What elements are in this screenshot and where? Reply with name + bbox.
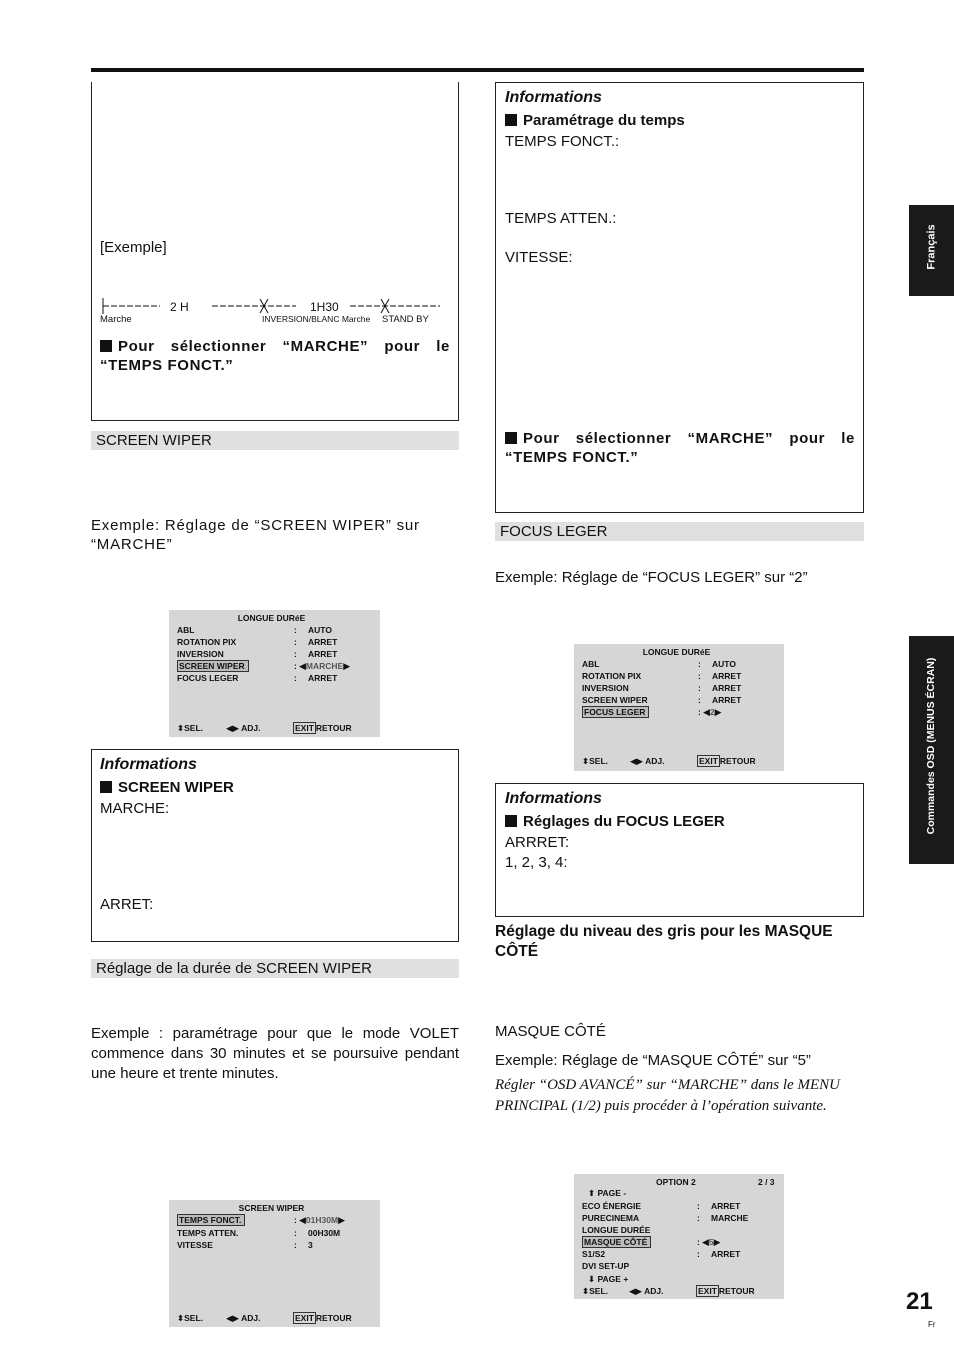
- left-arrow-icon: ◀: [299, 1215, 306, 1225]
- up-arrow-icon: ⬆: [588, 1188, 596, 1198]
- page-lang: Fr: [928, 1320, 936, 1329]
- marche-note: Pour sélectionner “MARCHE” pour le “TEMPS FONCT.”: [505, 430, 855, 466]
- osd-retour-label: RETOUR: [719, 756, 756, 766]
- osd-row-value: ARRET: [711, 1249, 741, 1259]
- osd-row-label: TEMPS ATTEN.: [177, 1228, 239, 1238]
- osd-title: LONGUE DURéE: [642, 647, 711, 657]
- example-box: [91, 82, 459, 421]
- language-tab: [909, 205, 954, 296]
- osd-adj-label: ADJ.: [241, 1313, 261, 1323]
- osd-retour-label: RETOUR: [718, 1286, 755, 1296]
- osd-row-value: ARRET: [308, 649, 338, 659]
- masque-cote-example: Exemple: Réglage de “MASQUE CÔTÉ” sur “5”: [495, 1052, 811, 1069]
- osd-sel-label: SEL.: [184, 723, 204, 733]
- osd-page-indicator: 2 / 3: [758, 1177, 775, 1187]
- osd-title: LONGUE DURéE: [237, 613, 306, 623]
- osd-row-label: INVERSION: [177, 649, 224, 659]
- osd-longue-duree-1: LONGUE DURéE ABL : AUTO ROTATION PIX : ARRET INVERSION : ARRET SCREEN WIPER : ◀MARCHE▶ FOCUS LEGER : ARRET ⬍SEL. ◀▶ ADJ. EXIT RETOUR: [169, 610, 380, 737]
- info-box-time-settings: [495, 82, 864, 513]
- info-title: Informations: [100, 756, 197, 773]
- focus-leger-example: Exemple: Réglage de “FOCUS LEGER” sur “2”: [495, 569, 808, 586]
- right-arrow-icon: ▶: [713, 1237, 721, 1247]
- updown-arrow-icon: ⬍: [177, 723, 185, 733]
- timeline-label-end: STAND BY: [382, 314, 429, 325]
- osd-row-value: ARRET: [308, 673, 338, 683]
- osd-row-label: PURECINEMA: [582, 1213, 640, 1223]
- osd-row-value: 3: [308, 1240, 313, 1250]
- left-arrow-icon: ◀: [299, 661, 306, 671]
- timeline-seg2: 1H30: [310, 300, 339, 314]
- page-number: 21: [906, 1288, 933, 1315]
- screen-wiper-example: Exemple: Réglage de “SCREEN WIPER” sur “MARCHE”: [91, 517, 420, 553]
- osd-row-value-selected[interactable]: ◀01H30M▶: [299, 1215, 345, 1225]
- osd-page-minus[interactable]: PAGE -: [597, 1188, 627, 1198]
- square-bullet-icon: [100, 340, 112, 352]
- leftright-arrow-icon: ◀▶: [226, 723, 240, 733]
- osd-retour-label: RETOUR: [315, 1313, 352, 1323]
- info-box-focus-leger: [495, 783, 864, 917]
- osd-row-value: ARRET: [712, 671, 742, 681]
- right-arrow-icon: ▶: [714, 707, 722, 717]
- osd-row-label: ROTATION PIX: [582, 671, 642, 681]
- section-tab-label: Commandes OSD (MENUS ÉCRAN): [925, 657, 937, 835]
- osd-row-label-selected[interactable]: FOCUS LEGER: [582, 706, 649, 718]
- info-subtitle: Réglages du FOCUS LEGER: [505, 813, 725, 830]
- duration-heading: Réglage de la durée de SCREEN WIPER: [91, 959, 459, 978]
- osd-row-label-selected[interactable]: SCREEN WIPER: [177, 660, 249, 672]
- duration-example: Exemple : paramétrage pour que le mode VOLET commence dans 30 minutes et se poursuive pendant une heure et trente minutes.: [91, 1025, 459, 1082]
- osd-screen-wiper: SCREEN WIPER TEMPS FONCT. : ◀01H30M▶ TEMPS ATTEN. : 00H30M VITESSE : 3 ⬍SEL. ◀▶ ADJ. EXIT RETOUR: [169, 1200, 380, 1327]
- info-subtitle: SCREEN WIPER: [100, 779, 234, 796]
- osd-row-value: ARRET: [712, 683, 742, 693]
- timeline-seg1: 2 H: [170, 300, 189, 314]
- gray-level-heading: Réglage du niveau des gris pour les MASQUE CÔTÉ: [495, 923, 833, 960]
- osd-row-label: S1/S2: [582, 1249, 606, 1259]
- updown-arrow-icon: ⬍: [177, 1313, 185, 1323]
- right-arrow-icon: ▶: [338, 1215, 345, 1225]
- down-arrow-icon: ⬇: [588, 1274, 596, 1284]
- focus-leger-heading: FOCUS LEGER: [495, 522, 864, 541]
- leftright-arrow-icon: ◀▶: [629, 1286, 643, 1296]
- osd-row-value-selected[interactable]: ◀2▶: [703, 707, 722, 717]
- screen-wiper-heading: SCREEN WIPER: [91, 431, 459, 450]
- info-line-levels: 1, 2, 3, 4:: [505, 854, 568, 871]
- osd-sel-label: SEL.: [589, 1286, 609, 1296]
- osd-row-value-selected[interactable]: ◀5▶: [702, 1237, 721, 1247]
- osd-row-value: AUTO: [308, 625, 332, 635]
- osd-title: OPTION 2: [656, 1177, 696, 1187]
- marche-note: Pour sélectionner “MARCHE” pour le “TEMPS FONCT.”: [100, 338, 450, 374]
- osd-row-label: SCREEN WIPER: [582, 695, 648, 705]
- osd-sel-label: SEL.: [589, 756, 609, 766]
- info-box-screen-wiper: [91, 749, 459, 942]
- osd-row-label: FOCUS LEGER: [177, 673, 239, 683]
- osd-title: SCREEN WIPER: [238, 1203, 305, 1213]
- osd-row-label: ABL: [582, 659, 600, 669]
- info-line-marche: MARCHE:: [100, 800, 170, 817]
- timeline-diagram: [100, 294, 445, 314]
- osd-row-value-selected[interactable]: ◀MARCHE▶: [299, 661, 351, 671]
- language-tab-label: Français: [925, 224, 938, 270]
- leftright-arrow-icon: ◀▶: [630, 756, 644, 766]
- section-tab: [909, 636, 954, 864]
- info-line-temps-fonct: TEMPS FONCT.:: [505, 133, 620, 150]
- osd-sel-label: SEL.: [184, 1313, 204, 1323]
- italic-note: Régler “OSD AVANCÉ” sur “MARCHE” dans le MENU PRINCIPAL (1/2) puis procéder à l’opération suivante.: [495, 1077, 840, 1114]
- osd-adj-label: ADJ.: [645, 756, 665, 766]
- info-subtitle: Paramétrage du temps: [505, 112, 685, 129]
- exit-key[interactable]: EXIT: [295, 723, 314, 733]
- top-rule: [91, 68, 864, 72]
- osd-row-label: ROTATION PIX: [177, 637, 237, 647]
- info-title: Informations: [505, 790, 602, 807]
- osd-adj-label: ADJ.: [644, 1286, 664, 1296]
- info-title: Informations: [505, 89, 602, 106]
- info-line-temps-atten: TEMPS ATTEN.:: [505, 210, 617, 227]
- osd-row-value: ARRET: [308, 637, 338, 647]
- info-line-vitesse: VITESSE:: [505, 249, 573, 266]
- osd-retour-label: RETOUR: [315, 723, 352, 733]
- leftright-arrow-icon: ◀▶: [226, 1313, 240, 1323]
- osd-row-value: 00H30M: [308, 1228, 341, 1238]
- osd-row-label: LONGUE DURÉE: [582, 1225, 651, 1235]
- osd-longue-duree-2: LONGUE DURéE ABL : AUTO ROTATION PIX : ARRET INVERSION : ARRET SCREEN WIPER : ARRET FOCUS LEGER : ◀2▶ ⬍SEL. ◀▶ ADJ. EXIT RETOUR: [574, 644, 784, 771]
- masque-cote-label: MASQUE CÔTÉ: [495, 1023, 606, 1040]
- square-bullet-icon: [100, 781, 112, 793]
- osd-row-label: DVI SET-UP: [582, 1261, 630, 1271]
- osd-row-label-selected[interactable]: MASQUE CÔTÉ: [582, 1236, 651, 1248]
- osd-row-value: MARCHE: [711, 1213, 749, 1223]
- square-bullet-icon: [505, 432, 517, 444]
- osd-row-label: INVERSION: [582, 683, 629, 693]
- osd-adj-label: ADJ.: [241, 723, 261, 733]
- updown-arrow-icon: ⬍: [582, 756, 590, 766]
- osd-row-value: ARRET: [711, 1201, 741, 1211]
- osd-row-label: VITESSE: [177, 1240, 213, 1250]
- osd-row-value: AUTO: [712, 659, 736, 669]
- exit-key[interactable]: EXIT: [698, 1286, 717, 1296]
- exit-key[interactable]: EXIT: [295, 1313, 314, 1323]
- osd-page-plus[interactable]: PAGE +: [597, 1274, 629, 1284]
- osd-option-2: OPTION 2 2 / 3 ⬆ PAGE - ECO ÉNERGIE : ARRET PURECINEMA : MARCHE LONGUE DURÉE MASQUE CÔTÉ : ◀5▶ S1/S2 : ARRET DVI SET-UP ⬇ PAGE + ⬍SEL. ◀▶ ADJ. EXIT RETOUR: [574, 1174, 784, 1299]
- updown-arrow-icon: ⬍: [582, 1286, 590, 1296]
- left-arrow-icon: ◀: [702, 1237, 709, 1247]
- timeline-label-start: Marche: [100, 314, 132, 325]
- info-line-arret: ARRET:: [100, 896, 154, 913]
- square-bullet-icon: [505, 815, 517, 827]
- osd-row-value: ARRET: [712, 695, 742, 705]
- info-line-arrret: ARRRET:: [505, 834, 570, 851]
- left-arrow-icon: ◀: [703, 707, 710, 717]
- osd-row-label: ECO ÉNERGIE: [582, 1201, 642, 1211]
- right-arrow-icon: ▶: [343, 661, 351, 671]
- osd-row-label: ABL: [177, 625, 195, 635]
- exit-key[interactable]: EXIT: [699, 756, 718, 766]
- square-bullet-icon: [505, 114, 517, 126]
- timeline-label-mid: INVERSION/BLANC Marche: [262, 314, 371, 324]
- osd-row-label-selected[interactable]: TEMPS FONCT.: [177, 1214, 245, 1226]
- example-label: [Exemple]: [100, 239, 167, 256]
